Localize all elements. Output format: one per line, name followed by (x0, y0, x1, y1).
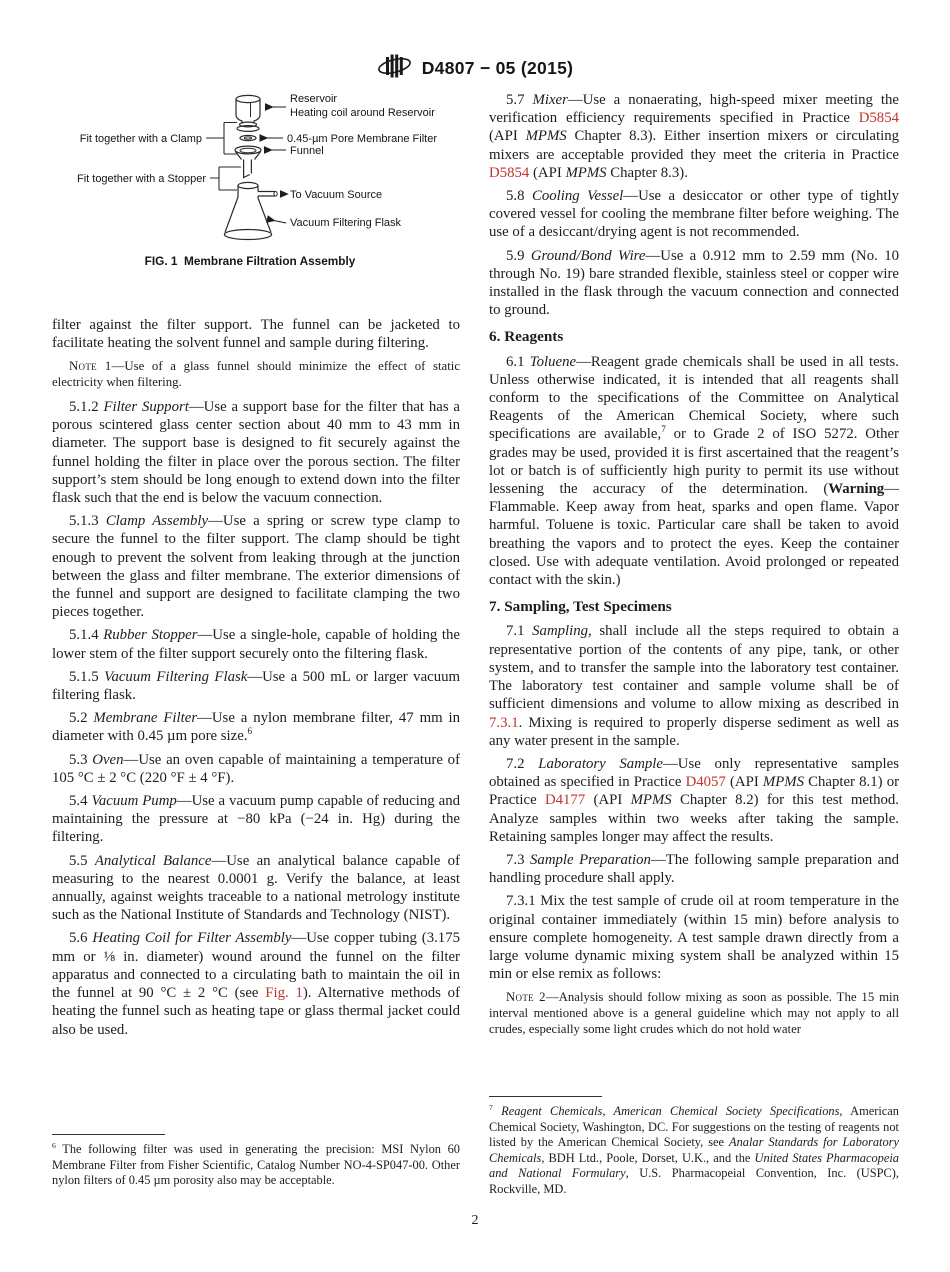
text-segment: —Use only representative samples obtained as specified in Practice (489, 755, 899, 791)
footnote-divider (489, 1096, 602, 1097)
reference-link[interactable]: D5854 (489, 164, 530, 181)
text-segment: Toluene (529, 353, 577, 370)
footnote-divider (52, 1134, 165, 1135)
text-segment: MPMS (630, 792, 672, 809)
text-segment: 7.3.1 Mix the test sample of crude oil at room temperature in the original container immediately (within 15 min) before analysis to ensure complete homogeneity. A test sample drawn directly from a large volume dynamic mixing system shall be analyzed within 15 min or else remix as follows: (489, 893, 899, 983)
text-segment: Chapter 8.1) or Practice (489, 774, 900, 809)
label-vacuum-source: To Vacuum Source (290, 189, 383, 201)
text-segment: 7 (489, 1102, 493, 1112)
text-segment: MPMS (762, 774, 804, 791)
section-5.2 (52, 709, 460, 745)
text-segment: ). Alternative methods of heating the funnel such as heating tape or glass thermal jacket could also be used. (52, 985, 460, 1038)
text-segment: Clamp Assembly (105, 513, 209, 530)
document-header (0, 50, 950, 87)
text-segment: —Use copper tubing (3.175 mm or ⅛ in. diameter) wound around the funnel on the filter apparatus and connected to a circulating bath to maintain the oil in the funnel at 90 °C ± 2 °C (see (52, 930, 460, 1002)
text-segment: Heating Coil for Filter Assembly (92, 930, 292, 947)
text-segment: —Use a spring or screw type clamp to secure the funnel to the filter support. The clamp should be tight enough to prevent the solvent from leaking through at the junction between the glass and filter membrane. The exterior dimensions of the funnel and support are designed to facilitate clamping the two pieces together. (52, 513, 460, 621)
text-segment: 5.3 (69, 751, 93, 768)
text-segment: or to Grade 2 of ISO 5272. Other grades may be used, provided it is first ascertained that the reagent’s lot or batch is of sufficiently high purity to permit its use without lessening the accuracy of the determination. ( (489, 426, 899, 498)
figure-caption: FIG. 1 Membrane Filtration Assembly (144, 254, 356, 268)
text-segment: 6. Reagents (489, 328, 564, 346)
text-segment: 5.1.2 (69, 399, 104, 415)
footnote-7-text (489, 1104, 899, 1198)
text-segment: 6.1 (506, 353, 530, 370)
reference-link[interactable]: 7.3.1 (489, 714, 519, 731)
text-segment: 7.1 (506, 623, 533, 640)
section-7.1 (489, 622, 899, 749)
text-segment: 6 (52, 1140, 56, 1150)
text-segment: —Use a vacuum pump capable of reducing and maintaining the pressure at −80 kPa (−24 in. Hg) during the filtering. (52, 793, 460, 846)
text-segment: —Use a support base for the filter that has a porous scintered glass center section about 40 mm to 43 mm in diameter. The support base is designed to fit securely against the funnel holding the filter in place over the porous section. The filter support’s stem should be long enough to extend down into the filter flask such that the end is below the vacuum connection. (52, 399, 461, 507)
text-segment: MPMS (525, 128, 567, 145)
text-segment: 5.1.5 (69, 668, 105, 685)
text-segment: —Use an oven capable of maintaining a temperature of 105 °C ± 2 °C (220 °F ± 4 °F). (52, 751, 460, 786)
text-segment: 5.1.4 (69, 627, 104, 644)
text-segment: Laboratory Sample (538, 755, 663, 772)
label-clamp: Fit together with a Clamp (79, 133, 202, 145)
text-segment: 7.2 (506, 755, 539, 772)
text-segment: Chapter 8.2) for this test method. Analyze samples within two weeks after taking the sample. Retaining samples longer may affect the results. (489, 792, 899, 845)
text-segment: Analytical Balance (94, 852, 212, 869)
section-5.1.2 (52, 398, 460, 507)
section-7.3.1 (489, 892, 899, 983)
text-segment: Vacuum Filtering Flask (104, 668, 248, 685)
text-segment: (API (585, 792, 631, 809)
heading-7-sampling (489, 598, 899, 616)
text-segment: Cooling Vessel (531, 188, 624, 205)
text-segment: Note 1 (69, 359, 112, 374)
label-heating-coil: Heating coil around Reservoir (290, 107, 435, 119)
section-5.5 (52, 852, 460, 925)
section-7.3 (489, 851, 899, 887)
section-5.8 (489, 187, 899, 242)
text-segment: —The following sample preparation and handling procedure shall apply. (489, 851, 899, 887)
text-segment: —Reagent grade chemicals shall be used in all tests. Unless otherwise indicated, it is intended that all reagents shall conform to the specifications of the Committee on Analytical Reagents of the American Chemical Society, where such specifications are available, (489, 353, 899, 443)
text-segment: Analar Standards for Laboratory Chemicals (489, 1135, 899, 1165)
reference-link[interactable]: D5854 (858, 110, 899, 127)
text-segment: Warning (828, 481, 885, 498)
text-segment: —Use a nylon membrane filter, 47 mm in diameter with 0.45 µm pore size. (52, 710, 460, 745)
text-segment: 7. Sampling, Test Specimens (489, 598, 672, 616)
text-segment: 7.3 (506, 851, 531, 868)
text-segment: 5.2 (69, 710, 94, 727)
section-5.9 (489, 247, 899, 320)
heading-6-reagents (489, 328, 899, 346)
text-segment: 5.1.3 (69, 513, 106, 530)
note-2 (489, 990, 899, 1037)
reference-link[interactable]: Fig. 1 (265, 985, 303, 1002)
text-segment: Oven (92, 751, 124, 768)
text-segment: Note 2 (506, 990, 546, 1005)
text-segment: United States Pharmacopeia and National Formulary (489, 1150, 899, 1181)
text-segment: —Use an analytical balance capable of measuring to the nearest 0.0001 g. Verify the balance, at least annually, against weights traceable to a national metrology institute such as the National Institute of Standards and Technology (NIST). (52, 852, 461, 924)
text-segment (493, 1104, 501, 1118)
text-segment: MPMS (565, 164, 607, 181)
text-segment: —Use a desiccator or other type of tightly covered vessel for cooling the membrane filter before weighing. The use of a desiccant/drying agent is not recommended. (489, 188, 900, 241)
membrane-filtration-diagram (40, 86, 460, 254)
text-segment: The following filter was used in generating the precision: MSI Nylon 60 Membrane Filter from Fisher Scientific, Catalog Number NO-4-SP047-00. Other nylon filters of 0.45 µm porosity also may be acceptable. (52, 1142, 460, 1188)
label-flask: Vacuum Filtering Flask (290, 217, 402, 229)
text-segment: 7 (661, 424, 666, 435)
text-segment: filter against the filter support. The funnel can be jacketed to facilitate heating the solvent funnel and sample during filtering. (52, 317, 460, 352)
standard-designation: D4807 − 05 (2015) (421, 58, 574, 78)
text-segment: , BDH Ltd., Poole, Dorset, U.K., and the (541, 1150, 755, 1165)
label-membrane-filter: 0.45-µm Pore Membrane Filter (287, 133, 437, 145)
label-reservoir: Reservoir (290, 93, 338, 105)
text-segment: —Use a nonaerating, high-speed mixer meeting the verification efficiency requirements specified in Practice (489, 92, 900, 127)
text-segment: —Use a 0.912 mm to 2.59 mm (No. 10 through No. 19) bare stranded flexible, stainless steel or copper wire installed in the flask through the vacuum connection and connected to ground. (489, 247, 899, 319)
label-funnel: Funnel (290, 145, 324, 157)
footnote-6-text (52, 1142, 460, 1189)
section-5.1.4 (52, 626, 460, 662)
text-segment: (API (529, 164, 566, 181)
text-segment: 5.7 (506, 92, 533, 108)
text-segment: Chapter 8.3). Either insertion mixers or circulating mixers are acceptable provided they meet the criteria in Practice (489, 128, 899, 163)
section-5.6 (52, 929, 460, 1038)
text-segment: Sampling, (532, 623, 592, 640)
text-segment: Rubber Stopper (103, 627, 198, 644)
section-5.1.3 (52, 512, 460, 621)
text-segment: —Flammable. Keep away from heat, sparks and open flame. Vapor harmful. Toluene is toxic. Particular care shall be taken to avoid breathing the vapors and to protect the eyes. Keep the container closed. Use with adequate ventilation. Avoid prolonged or repeated contact with the skin.) (489, 481, 899, 589)
text-segment: 6 (247, 726, 253, 737)
section-5.1.5 (52, 668, 460, 704)
section-7.2 (489, 755, 899, 846)
text-segment: Reagent Chemicals, American Chemical Society Specifications (501, 1104, 840, 1118)
text-segment: 5.8 (506, 188, 532, 205)
text-segment: shall include all the steps required to obtain a representative portion of the contents of any pipe, tank, or other system, and to transfer the sample into the laboratory test container. The laboratory test container and sample volume shall be of sufficient dimensions and volume to allow mixing as described in (489, 623, 899, 713)
text-segment: 5.6 (69, 930, 93, 947)
note-1 (52, 359, 460, 391)
text-segment: 5.9 (506, 247, 531, 264)
text-segment: Vacuum Pump (91, 793, 177, 810)
text-segment: , U.S. Pharmacopeial Convention, Inc. (USPC), Rockville, MD. (489, 1166, 899, 1196)
footnote-6 (52, 1134, 460, 1189)
label-arrows (260, 107, 287, 223)
text-segment: Chapter 8.3). (606, 164, 688, 181)
para-5.1.1-continuation (52, 316, 460, 352)
text-segment: —Analysis should follow mixing as soon as possible. The 15 min interval mentioned above is a general guideline which may not apply to all crudes, especially some light crudes which do not hold water (489, 990, 900, 1036)
page-number: 2 (471, 1213, 479, 1228)
footnote-7 (489, 1096, 899, 1198)
text-segment: Ground/Bond Wire (530, 247, 646, 264)
text-segment: Sample Preparation (530, 851, 651, 868)
text-segment: 5.5 (69, 852, 95, 869)
text-segment: (API (489, 128, 526, 145)
apparatus-drawing (206, 95, 277, 239)
left-column (52, 316, 460, 1044)
text-segment: 5.4 (69, 793, 92, 810)
reference-link[interactable]: D4177 (544, 792, 586, 809)
reference-link[interactable]: D4057 (685, 774, 726, 791)
text-segment: . Mixing is required to properly disperse sediment as well as any water present in the sample. (489, 714, 899, 749)
figure-1 (40, 86, 460, 268)
right-column (489, 91, 899, 1045)
astm-logo (377, 50, 413, 87)
section-5.7 (489, 91, 899, 182)
text-segment: Mixer (532, 92, 568, 108)
text-segment: —Use of a glass funnel should minimize the effect of static electricity when filtering. (52, 359, 461, 390)
section-5.3 (52, 751, 460, 787)
text-segment: , American Chemical Society, Washington, DC. For suggestions on the testing of reagents not listed by the American Chemical Society, see (489, 1104, 899, 1150)
text-segment: (API (725, 774, 763, 791)
text-segment: —Use a single-hole, capable of holding the lower stem of the filter support securely onto the filtering flask. (52, 627, 460, 662)
label-stopper: Fit together with a Stopper (76, 173, 206, 185)
section-6.1 (489, 353, 899, 590)
text-segment: Filter Support (103, 399, 189, 415)
text-segment: Membrane Filter (93, 710, 198, 727)
text-segment: —Use a 500 mL or larger vacuum filtering flask. (52, 668, 461, 704)
section-5.4 (52, 792, 460, 847)
